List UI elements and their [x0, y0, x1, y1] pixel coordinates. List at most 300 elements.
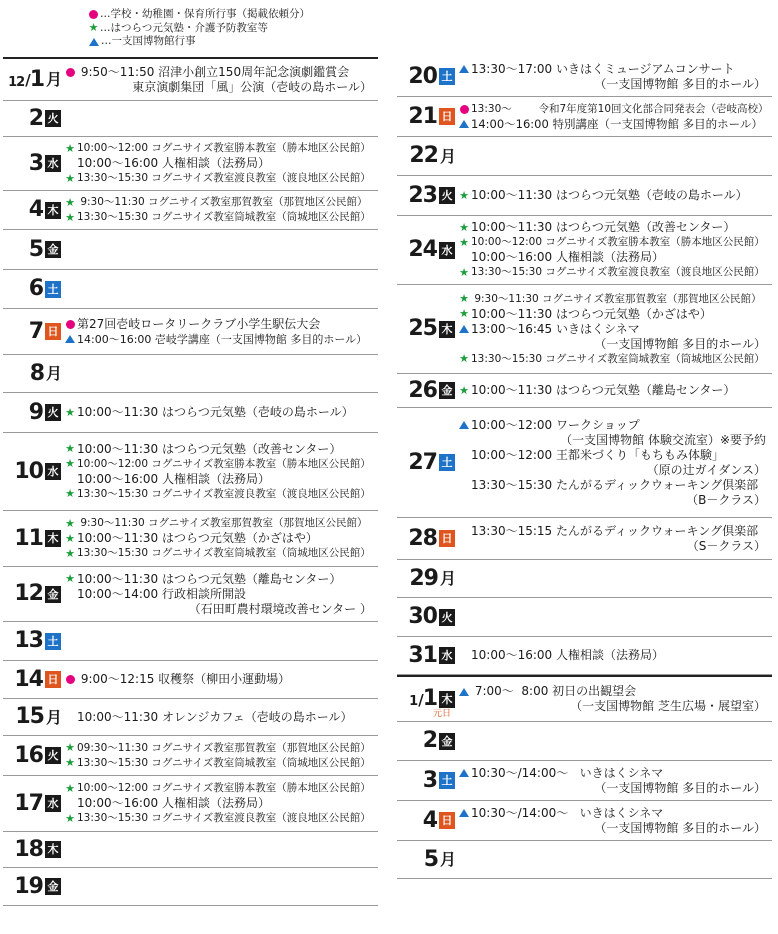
event-item	[63, 741, 378, 756]
event-description: 収穫祭（柳田小運動場）	[158, 672, 291, 686]
event-description: はつらつ元気塾（壱岐の島ホール）	[555, 188, 748, 202]
event-list	[63, 393, 378, 432]
legend	[88, 8, 310, 49]
day-label	[397, 841, 455, 878]
event-item	[63, 811, 378, 826]
day-number: 30	[408, 604, 437, 629]
event-description: 人権相談（法務局）	[555, 250, 664, 264]
day-row	[397, 518, 772, 560]
event-description: いきはくシネマ	[555, 321, 640, 336]
event-description: コグニサイズ教室筒城教室（筒城地区公民館）	[151, 756, 371, 769]
event-time: 10:30～/14:00～	[471, 805, 580, 820]
event-time: 10:00～16:00	[77, 156, 162, 170]
day-label	[397, 560, 455, 597]
event-description: コグニサイズ教室渡良教室（渡良地区公民館）	[151, 487, 371, 500]
day-row	[3, 137, 378, 191]
event-item	[457, 463, 772, 478]
event-item	[457, 684, 772, 699]
event-description: 行政相談所開設	[161, 586, 246, 601]
health-class-star-icon: ★	[65, 781, 75, 795]
day-row	[3, 661, 378, 699]
day-label	[397, 176, 455, 215]
event-item	[457, 307, 772, 322]
weekday-badge: 土	[45, 281, 61, 298]
event-item	[457, 648, 772, 663]
event-item	[63, 210, 378, 225]
event-list	[63, 567, 378, 621]
weekday-badge: 月	[440, 569, 457, 588]
health-class-star-icon: ★	[65, 546, 75, 560]
event-description: コグニサイズ教室筒城教室（筒城地区公民館）	[545, 352, 765, 365]
month-number: 1	[409, 694, 418, 710]
event-list	[457, 677, 772, 721]
month-number: 12	[8, 74, 25, 90]
event-description: コグニサイズ教室那賀教室（那賀地区公民館）	[148, 196, 368, 208]
day-row	[3, 433, 378, 511]
event-description: コグニサイズ教室勝本教室（勝本地区公民館）	[151, 457, 371, 470]
day-label	[3, 622, 61, 660]
weekday-badge: 日	[45, 671, 61, 688]
event-description: コグニサイズ教室勝本教室（勝本地区公民館）	[151, 782, 371, 794]
day-label	[397, 801, 455, 840]
weekday-badge: 土	[439, 454, 455, 471]
event-item	[63, 156, 378, 171]
event-item	[63, 80, 378, 95]
health-class-star-icon: ★	[65, 405, 75, 419]
day-number: 29	[409, 565, 438, 591]
day-number: 18	[14, 836, 43, 862]
event-item	[457, 265, 772, 280]
event-list	[457, 722, 772, 760]
event-description: ワークショップ	[555, 417, 640, 432]
weekday-badge: 水	[439, 647, 455, 664]
weekday-badge: 木	[45, 202, 61, 219]
event-time: 13:30～15:30	[77, 756, 152, 769]
weekday-badge: 火	[45, 110, 61, 127]
event-item	[457, 806, 772, 821]
day-row	[397, 637, 772, 675]
legend-item	[88, 35, 310, 49]
event-item	[457, 493, 772, 508]
event-item	[457, 102, 772, 117]
day-number: 13	[14, 628, 43, 653]
health-class-star-icon: ★	[65, 756, 75, 769]
event-description: （一支国博物館 体験交流室）※要予約	[560, 432, 766, 447]
day-label: 12 / 1 月	[8, 66, 63, 92]
museum-event-triangle-icon	[459, 809, 469, 817]
day-row	[3, 191, 378, 230]
day-label	[397, 518, 455, 559]
event-description: コグニサイズ教室渡良教室（渡良地区公民館）	[151, 812, 371, 824]
event-list	[63, 511, 378, 566]
day-number: 6	[28, 276, 43, 301]
event-item	[457, 539, 772, 554]
day-label	[3, 230, 61, 269]
museum-event-triangle-icon	[89, 38, 99, 46]
day-row	[3, 736, 378, 776]
day-label	[397, 374, 455, 407]
event-description: はつらつ元気塾（離島センター）	[555, 383, 736, 397]
day-label	[3, 868, 61, 905]
event-time: 10:00～12:00	[471, 236, 546, 248]
school-event-dot-icon	[89, 10, 98, 19]
museum-event-triangle-icon	[459, 421, 469, 429]
event-description: 沼津小創立150周年記念演劇鑑賞会	[158, 64, 350, 79]
day-row	[3, 699, 378, 736]
event-list	[63, 101, 378, 136]
event-time: 10:00～12:00	[77, 142, 152, 154]
school-event-dot-icon	[460, 105, 469, 114]
museum-event-triangle-icon	[459, 769, 469, 777]
event-item	[457, 117, 772, 132]
event-description: オレンジカフェ（壱岐の島ホール）	[161, 709, 353, 724]
day-number: 9	[28, 399, 43, 425]
health-class-star-icon: ★	[65, 195, 75, 209]
day-number: 5	[28, 236, 43, 262]
event-description: はつらつ元気塾（壱岐の島ホール）	[161, 405, 354, 419]
day-label	[397, 216, 455, 284]
event-description: 人権相談（法務局）	[161, 796, 270, 810]
health-class-star-icon: ★	[65, 811, 75, 825]
museum-event-triangle-icon	[459, 120, 469, 128]
event-time: 10:00～11:30	[77, 571, 162, 586]
event-description: （一支国博物館 多目的ホール）	[594, 336, 766, 351]
day-row	[397, 97, 772, 137]
event-time: 10:00～16:00	[471, 648, 556, 662]
holiday-label: 元日	[432, 709, 451, 719]
event-item	[457, 418, 772, 433]
day-label	[397, 57, 455, 96]
legend-text: …はつらつ元気塾・介護予防教室等	[100, 21, 268, 34]
day-label	[3, 433, 61, 510]
day-number: 16	[14, 742, 43, 768]
event-item	[63, 195, 378, 210]
event-item	[63, 487, 378, 502]
day-row	[3, 309, 378, 355]
day-label	[3, 832, 61, 867]
event-description: コグニサイズ教室那賀教室（那賀地区公民館）	[148, 517, 368, 529]
day-row	[397, 137, 772, 176]
event-item	[457, 699, 772, 714]
health-class-star-icon: ★	[459, 383, 469, 397]
event-item	[457, 188, 772, 203]
health-class-star-icon: ★	[65, 171, 75, 185]
day-number: 22	[409, 143, 438, 168]
weekday-badge: 水	[439, 242, 455, 259]
event-item	[457, 292, 772, 307]
event-list	[457, 637, 772, 674]
legend-text: …一支国博物館行事	[101, 35, 196, 47]
weekday-badge: 月	[46, 364, 63, 383]
event-time: 13:00～16:45	[471, 321, 556, 336]
weekday-badge: 金	[45, 586, 61, 603]
health-class-star-icon: ★	[65, 141, 75, 155]
event-list	[457, 176, 772, 215]
event-description: コグニサイズ教室筒城教室（筒城地区公民館）	[151, 547, 371, 559]
day-label	[3, 355, 61, 392]
day-number: 8	[29, 360, 44, 386]
event-time: 13:30～15:15	[471, 523, 556, 538]
event-description: 第27回壱岐ロータリークラブ小学生駅伝大会	[77, 316, 321, 331]
event-time: 10:00～12:00	[77, 457, 152, 470]
day-label	[3, 270, 61, 308]
day-row	[3, 622, 378, 661]
day-row	[397, 761, 772, 801]
day-number: 1	[29, 66, 44, 92]
event-time: 13:30～15:30	[471, 352, 546, 365]
event-item	[63, 472, 378, 487]
weekday-badge: 日	[439, 530, 455, 547]
event-time: 9:50～11:50	[77, 64, 159, 79]
event-time: 10:00～11:30	[77, 709, 162, 724]
event-time: 13:30～15:30	[77, 812, 152, 824]
event-time: 10:00～11:30	[471, 383, 556, 397]
day-row	[3, 101, 378, 137]
day-label	[397, 97, 455, 136]
event-description: たんがるディックウォーキング倶楽部	[555, 477, 759, 492]
day-row	[3, 776, 378, 832]
weekday-badge: 水	[45, 155, 61, 172]
day-label	[3, 699, 61, 735]
day-row	[397, 841, 772, 879]
day-number: 20	[408, 63, 437, 89]
day-label	[3, 101, 61, 136]
event-time: 13:30～15:30	[77, 172, 152, 184]
event-item	[63, 457, 378, 472]
event-item	[457, 250, 772, 265]
event-time: 10:30～/14:00～	[471, 765, 580, 780]
event-item	[457, 821, 772, 836]
day-row	[3, 270, 378, 309]
event-time: 13:30～15:30	[471, 266, 546, 278]
health-class-star-icon: ★	[65, 457, 75, 470]
day-label	[3, 661, 61, 698]
event-list	[63, 59, 378, 100]
event-list	[63, 355, 378, 392]
event-list	[457, 408, 772, 517]
event-list	[63, 433, 378, 510]
museum-event-triangle-icon	[459, 325, 469, 333]
event-list	[457, 137, 772, 175]
day-row	[3, 868, 378, 906]
event-item	[63, 710, 378, 725]
event-time: 10:00～11:30	[77, 441, 162, 456]
event-time: 10:00～11:30	[471, 188, 556, 202]
day-number: 21	[408, 103, 437, 129]
weekday-badge: 月	[46, 70, 63, 89]
event-list	[63, 699, 378, 735]
event-item	[457, 766, 772, 781]
day-number: 28	[408, 525, 437, 551]
day-number: 3	[422, 767, 437, 793]
event-description: 特別講座（一支国博物館 多目的ホール）	[552, 116, 763, 131]
weekday-badge: 金	[45, 878, 61, 895]
event-time: 13:30～17:00	[471, 61, 556, 76]
event-item	[63, 756, 378, 771]
day-number: 2	[28, 105, 43, 131]
day-number: 11	[14, 525, 43, 551]
day-label	[3, 567, 61, 621]
event-item	[457, 524, 772, 539]
weekday-badge: 金	[45, 241, 61, 258]
day-number: 24	[408, 237, 437, 262]
museum-event-triangle-icon	[459, 688, 469, 696]
day-number: 27	[408, 449, 437, 475]
health-class-star-icon: ★	[459, 307, 469, 320]
day-label: 1 / 1 木 元日	[397, 677, 455, 721]
event-time: 10:00～11:30	[471, 220, 556, 234]
event-item	[457, 220, 772, 235]
day-row	[397, 57, 772, 97]
event-time: 13:30～15:30	[471, 477, 556, 492]
day-label	[397, 137, 455, 175]
event-description: 人権相談（法務局）	[161, 471, 270, 486]
legend-item	[88, 22, 310, 36]
event-list	[63, 309, 378, 354]
weekday-badge: 土	[45, 633, 61, 650]
event-item	[457, 322, 772, 337]
weekday-badge: 日	[439, 812, 455, 829]
weekday-badge: 火	[45, 404, 61, 421]
event-time: 13:30～	[471, 102, 539, 115]
event-description: コグニサイズ教室那賀教室（那賀地区公民館）	[542, 292, 762, 305]
day-label	[397, 722, 455, 760]
day-row	[3, 393, 378, 433]
event-description: （S－クラス）	[686, 538, 766, 553]
event-time: 9:30～11:30	[77, 517, 149, 529]
event-description: はつらつ元気塾（離島センター）	[161, 571, 342, 586]
health-class-star-icon: ★	[65, 487, 75, 500]
health-class-star-icon: ★	[65, 572, 75, 585]
day-number: 31	[408, 642, 437, 668]
calendar-column-left	[3, 57, 378, 906]
health-class-star-icon: ★	[459, 352, 469, 365]
event-list	[457, 841, 772, 878]
weekday-badge: 土	[439, 68, 455, 85]
event-item	[63, 442, 378, 457]
event-description: （一支国博物館 多目的ホール）	[594, 820, 766, 835]
event-time: 14:00～16:00	[471, 116, 553, 131]
health-class-star-icon: ★	[65, 442, 75, 455]
event-description: コグニサイズ教室渡良教室（渡良地区公民館）	[151, 172, 371, 184]
event-time: 10:00～16:00	[471, 250, 556, 264]
day-label	[3, 137, 61, 190]
event-time: 10:00～16:00	[77, 471, 162, 486]
event-time: 10:00～12:00	[471, 417, 556, 432]
event-time: 09:30～11:30	[77, 741, 152, 754]
weekday-badge: 金	[439, 382, 455, 399]
health-class-star-icon: ★	[65, 741, 75, 754]
day-number: 17	[14, 790, 43, 816]
event-description: 人権相談（法務局）	[555, 648, 664, 662]
event-description: 壱岐学講座（一支国博物館 多目的ホール）	[154, 332, 368, 346]
weekday-badge: 火	[45, 747, 61, 764]
event-item	[63, 796, 378, 811]
event-item	[457, 383, 772, 398]
day-label	[3, 776, 61, 831]
event-item	[63, 587, 378, 602]
event-description: （原の辻ガイダンス）	[646, 462, 766, 477]
weekday-badge: 水	[45, 463, 61, 480]
weekday-badge: 木	[45, 530, 61, 547]
health-class-star-icon: ★	[65, 210, 75, 224]
weekday-badge: 月	[440, 850, 457, 869]
event-description: コグニサイズ教室渡良教室（渡良地区公民館）	[545, 266, 765, 278]
event-item	[457, 433, 772, 448]
health-class-star-icon: ★	[65, 531, 75, 545]
weekday-badge: 火	[439, 187, 455, 204]
event-time: 13:30～15:30	[77, 547, 152, 559]
day-row	[3, 567, 378, 622]
event-list	[63, 230, 378, 269]
weekday-badge: 土	[439, 772, 455, 789]
event-list	[63, 191, 378, 229]
event-description: 令和7年度第10回文化部合同発表会（壱岐高校）	[538, 102, 769, 115]
event-item	[457, 337, 772, 352]
event-item	[63, 602, 378, 617]
event-item	[63, 516, 378, 531]
event-description: コグニサイズ教室勝本教室（勝本地区公民館）	[151, 142, 371, 154]
weekday-badge: 日	[439, 108, 455, 125]
health-class-star-icon: ★	[459, 265, 469, 279]
event-description: （一支国博物館 多目的ホール）	[594, 780, 766, 795]
day-number: 12	[14, 581, 43, 606]
event-description: 王都米づくり「もちもみ体験」	[555, 447, 724, 462]
legend-item	[88, 8, 310, 22]
health-class-star-icon: ★	[65, 516, 75, 530]
day-label	[397, 761, 455, 800]
event-list	[63, 270, 378, 308]
day-number: 4	[28, 197, 43, 222]
event-time: 10:00～12:00	[77, 782, 152, 794]
day-row	[397, 675, 772, 722]
day-row	[397, 722, 772, 761]
event-time: 9:00～12:15	[77, 672, 159, 686]
event-time: 10:00～16:00	[77, 796, 162, 810]
event-list	[63, 736, 378, 775]
day-row	[3, 355, 378, 393]
event-list	[457, 598, 772, 636]
event-list	[457, 285, 772, 373]
event-description: いきはくミュージアムコンサート	[555, 61, 735, 76]
event-description: （一支国博物館 芝生広場・展望室）	[570, 699, 766, 713]
health-class-star-icon: ★	[459, 220, 469, 234]
day-number: 10	[14, 458, 43, 484]
day-row	[397, 598, 772, 637]
weekday-badge: 月	[46, 707, 63, 727]
event-item	[457, 235, 772, 250]
day-row	[3, 57, 378, 101]
event-time: 10:00～11:30	[77, 405, 162, 419]
weekday-badge: 木	[439, 691, 455, 708]
weekday-badge: 火	[439, 609, 455, 626]
event-item	[457, 448, 772, 463]
event-description: コグニサイズ教室筒城教室（筒城地区公民館）	[151, 211, 371, 223]
event-item	[63, 141, 378, 156]
weekday-badge: 金	[439, 733, 455, 750]
day-label	[3, 191, 61, 229]
event-description: はつらつ元気塾（かざはや）	[555, 306, 712, 321]
legend-text: …学校・幼稚園・保育所行事（掲載依頼分）	[100, 8, 310, 20]
day-row	[397, 176, 772, 216]
event-item	[63, 332, 378, 347]
event-list	[457, 518, 772, 559]
day-label	[3, 309, 61, 354]
event-list	[457, 97, 772, 136]
event-description: （B－クラス）	[686, 492, 766, 507]
day-number: 14	[14, 666, 43, 692]
event-time: 10:00～12:00	[471, 447, 556, 462]
